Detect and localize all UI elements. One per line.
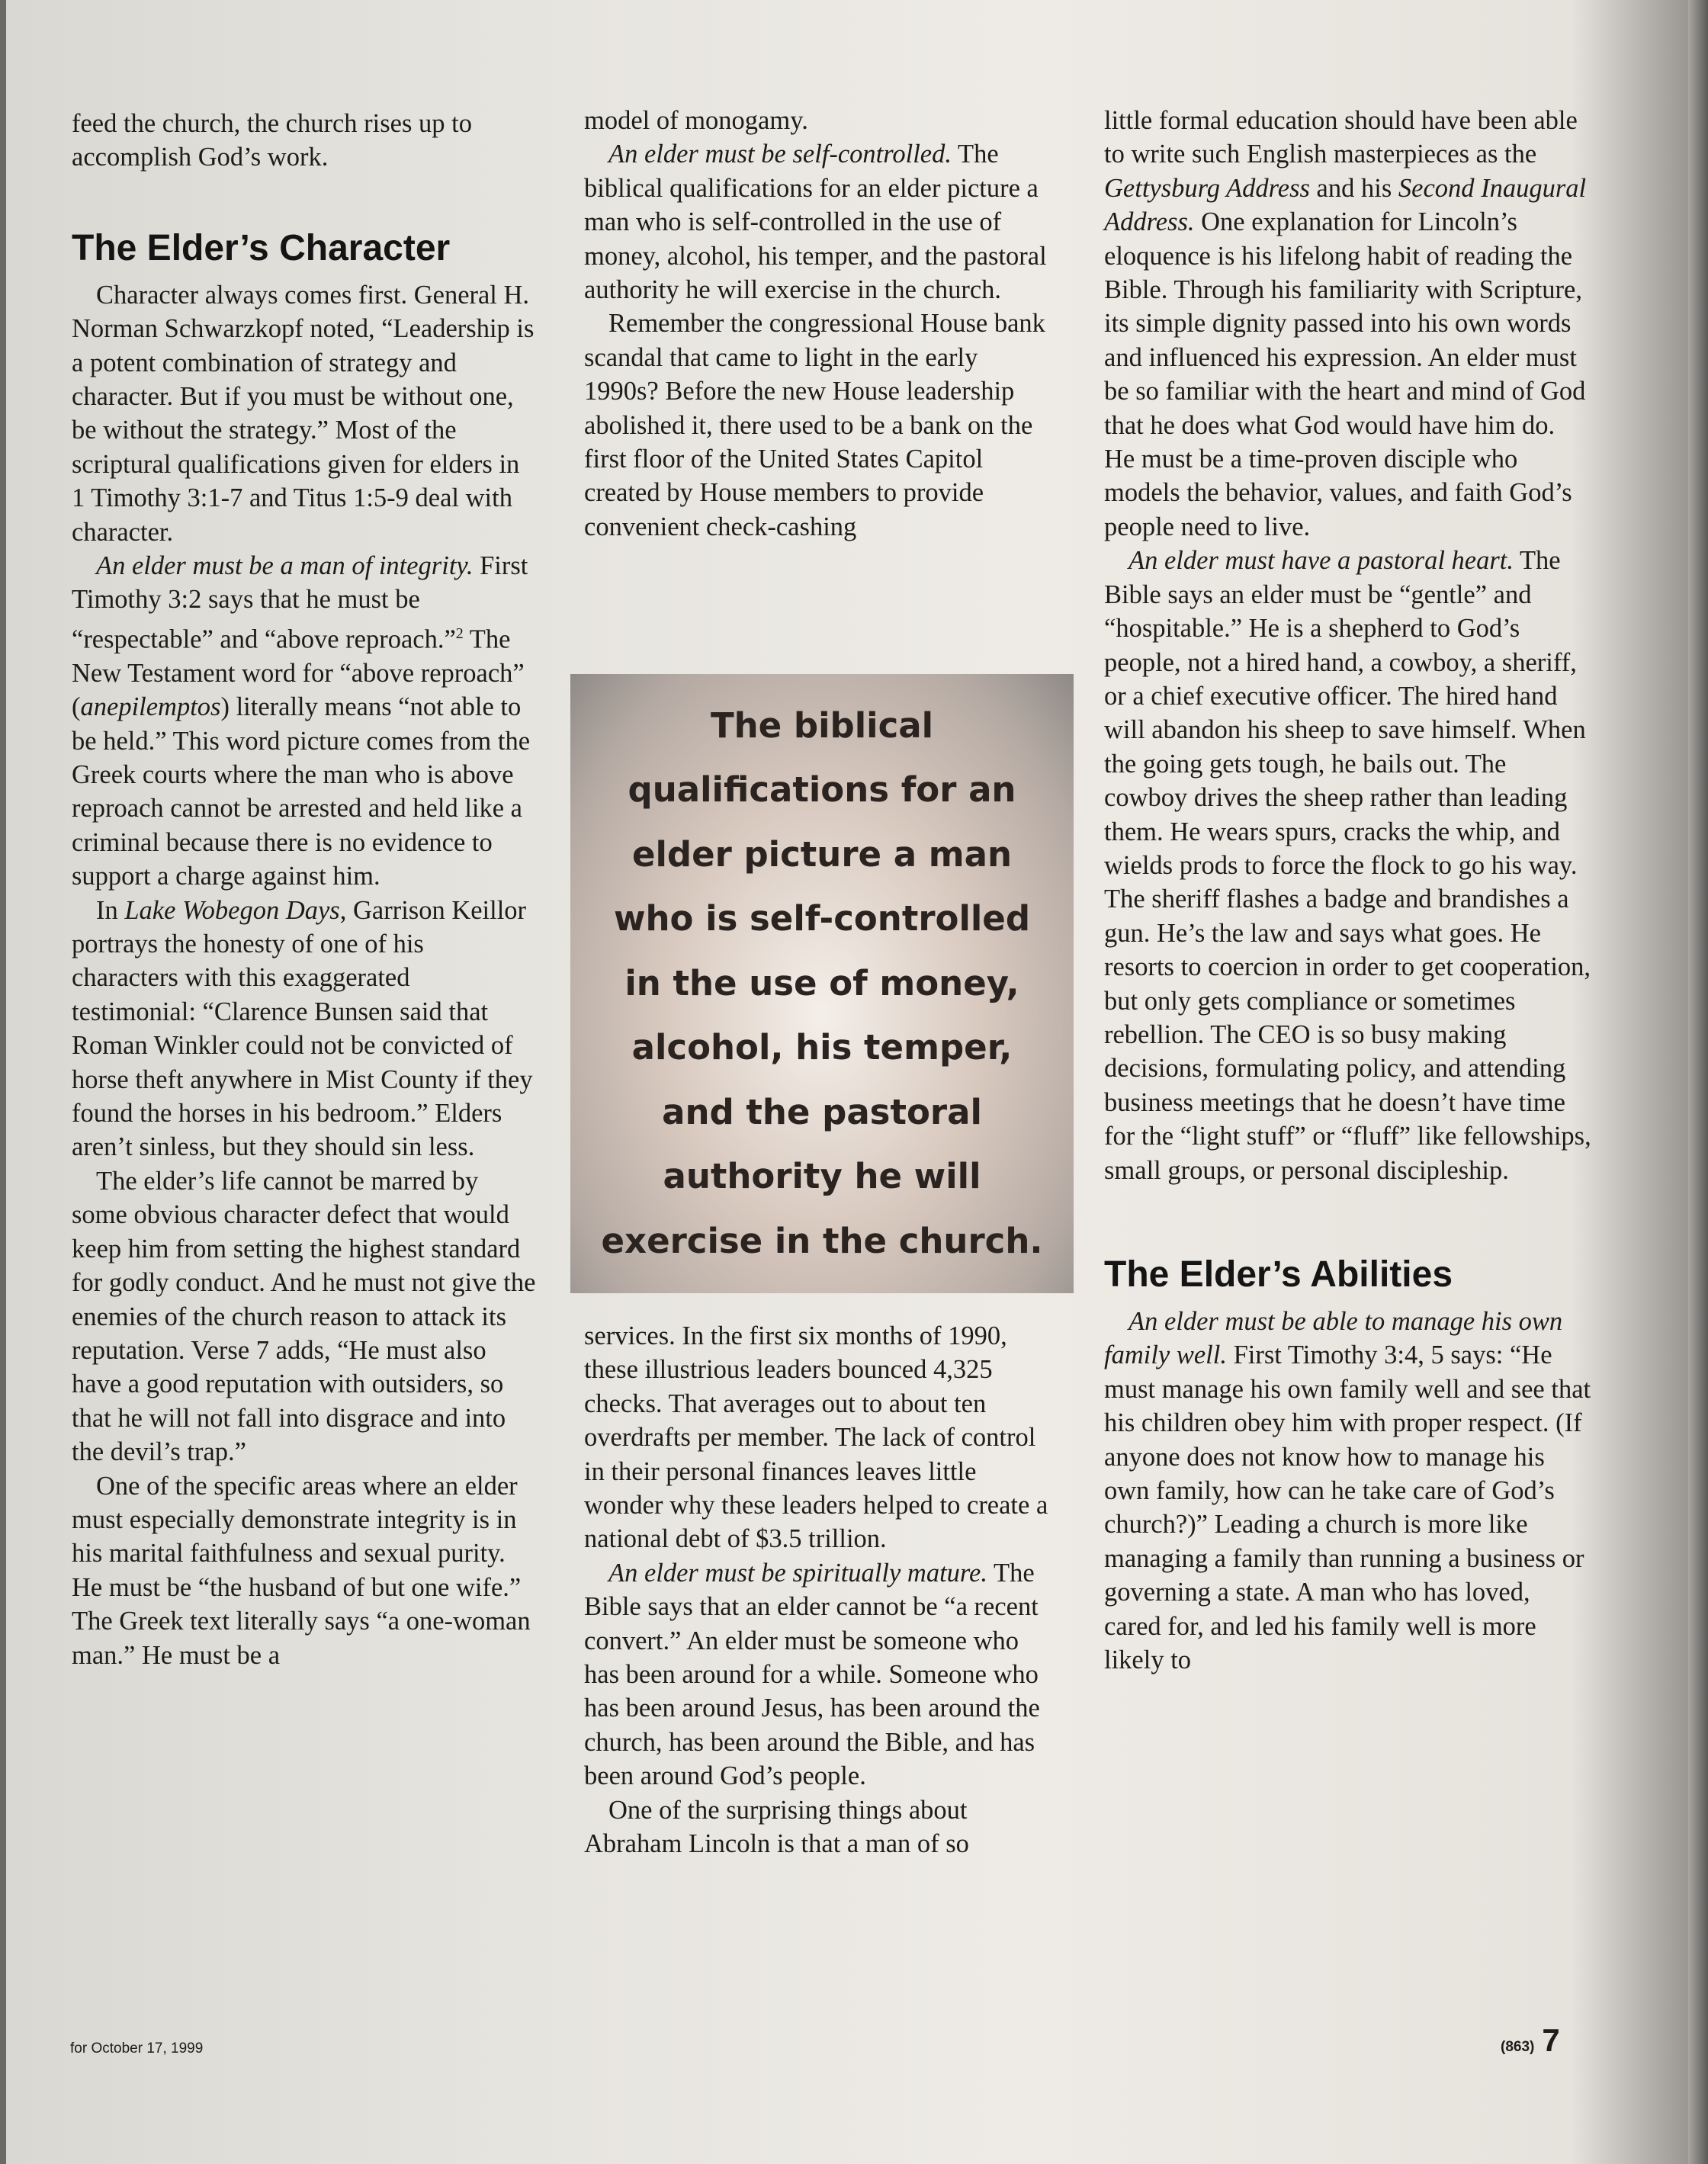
paragraph: feed the church, the church rises up to accomplish God’s work. — [72, 109, 472, 172]
pull-quote — [570, 674, 1074, 1293]
paragraph: little formal education should have been able to write such English masterpieces as the Gettysburg Address and his Second Inaugural Address. One explanation for Lincoln’s eloquence is his lifelong habit of reading the Bible. Through his familiarity with Scripture, its simple dignity passed into his own words and influenced his expression. An elder must be so familiar with the heart and mind of God that he does what God would have him do. He must be a time-proven disciple who models the behavior, values, and faith God’s people need to live. — [1104, 106, 1587, 541]
page-edge-right — [1688, 0, 1708, 2164]
paragraph: An elder must be spiritually mature. The Bible says that an elder cannot be “a recent convert.” An elder must be someone who has been around for a while. Someone who has been around Jesus, has been around the church, has been around the Bible, and has been around God’s people. — [584, 1558, 1040, 1791]
page-number-block — [1501, 2022, 1560, 2059]
page-number: 7 — [1542, 2022, 1560, 2058]
column-1 — [72, 107, 537, 1672]
paragraph: In Lake Wobegon Days, Garrison Keillor portrays the honesty of one of his characters with this exaggerated testimonial: “Clarence Bunsen said that Roman Winkler could not be convicted of horse theft anywhere in Mist County if they found the horses in his bedroom.” Elders aren’t sinless, but they should sin less. — [72, 895, 533, 1162]
issue-page-code: (863) — [1501, 2039, 1535, 2055]
italic-lead: An elder must be a man of integrity. — [96, 551, 474, 581]
paragraph: An elder must be a man of integrity. First Timothy 3:2 says that he must be “respectable” and “above reproach.”$^2$ The New Testament word for “above reproach” (anepilemptos) literally means “not able to be held.” This word picture comes from the Greek courts where the man who is above reproach cannot be arrested and held like a criminal because there is no evidence to support a charge against him. — [72, 551, 531, 891]
italic-lead: An elder must be able to manage his own family well. — [1104, 1307, 1563, 1370]
book-title: Lake Wobegon Days — [124, 895, 340, 925]
paragraph: Character always comes first. General H. Norman Schwarzkopf noted, “Leadership is a potent combination of strategy and character. But if you must be without one, be without the strategy.” Most of the scriptural qualifications given for elders in 1 Timothy 3:1-7 and Titus 1:5-9 deal with character. — [72, 280, 535, 547]
section-heading-abilities: The Elder’s Abilities — [1104, 1254, 1453, 1295]
column-2-bottom — [584, 1319, 1057, 1861]
paragraph: An elder must be able to manage his own family well. First Timothy 3:4, 5 says: “He must manage his own family well and see that his children obey him with proper respect. (If anyone does not know how to manage his own family, how can he take care of God’s church?)” Leading a church is more like managing a family than running a business or governing a state. A man who has loved, cared for, and led his family well is more likely to — [1104, 1307, 1591, 1675]
footer-date: for October 17, 1999 — [70, 2040, 204, 2056]
footnote-marker: 2 — [455, 624, 464, 642]
paragraph: Remember the congressional House bank scandal that came to light in the early 1990s? Before the new House leadership abolished it, there used to be a bank on the first floor of the United States Capitol created by House members to provide convenient check-cashing — [584, 309, 1045, 541]
column-3 — [1104, 104, 1592, 1677]
page-edge-left — [0, 0, 6, 2164]
paragraph: An elder must have a pastoral heart. The Bible says an elder must be “gentle” and “hospitable.” He is a shepherd to God’s people, not a hired hand, a cowboy, a sheriff, or a chief executive officer. The hired hand will abandon his sheep to save himself. When the going gets tough, he bails out. The cowboy drives the sheep rather than leading them. He wears spurs, cracks the whip, and wields prods to force the flock to go his way. The sheriff flashes a badge and brandishes a gun. He’s the law and says what goes. He resorts to coercion in order to get cooperation, but only gets compliance or sometimes rebellion. The CEO is so busy making decisions, formulating policy, and attending business meetings that he doesn’t have time for the “light stuff” or “fluff” like fellowships, small groups, or personal discipleship. — [1104, 546, 1591, 1185]
paragraph: One of the specific areas where an elder must especially demonstrate integrity is in his marital faithfulness and sexual purity. He must be “the husband of but one wife.” The Greek text literally says “a one-woman man.” He must be a — [72, 1471, 531, 1670]
italic-lead: An elder must be self-controlled. — [608, 140, 952, 169]
column-2-top — [584, 104, 1049, 544]
paragraph: One of the surprising things about Abraham Lincoln is that a man of so — [584, 1795, 969, 1859]
paragraph: An elder must be self-controlled. The biblical qualifications for an elder picture a man who is self-controlled in the use of money, alcohol, his temper, and the pastoral authority he will exercise in the church. — [584, 140, 1047, 305]
paragraph: model of monogamy. — [584, 106, 808, 135]
paragraph: The elder’s life cannot be marred by some obvious character defect that would keep him from setting the highest standard for godly conduct. And he must not give the enemies of the church reason to attack its reputation. Verse 7 adds, “He must also have a good reputation with outsiders, so that he will not fall into disgrace and into the devil’s trap.” — [72, 1166, 536, 1467]
italic-lead: An elder must have a pastoral heart. — [1128, 546, 1514, 576]
pull-quote-text: The biblical qualifications for an elder picture a man who is self-controlled in the use of money, alcohol, his temper, and the pastoral authority he will exercise in the church. — [601, 705, 1043, 1261]
paragraph: services. In the first six months of 1990, these illustrious leaders bounced 4,325 checks. That averages out to about ten overdrafts per member. The lack of control in their personal finances leaves little wonder why these leaders helped to create a national debt of $3.5 trillion. — [584, 1321, 1048, 1554]
section-heading-character: The Elder’s Character — [72, 227, 451, 268]
italic-lead: An elder must be spiritually mature. — [608, 1558, 987, 1588]
